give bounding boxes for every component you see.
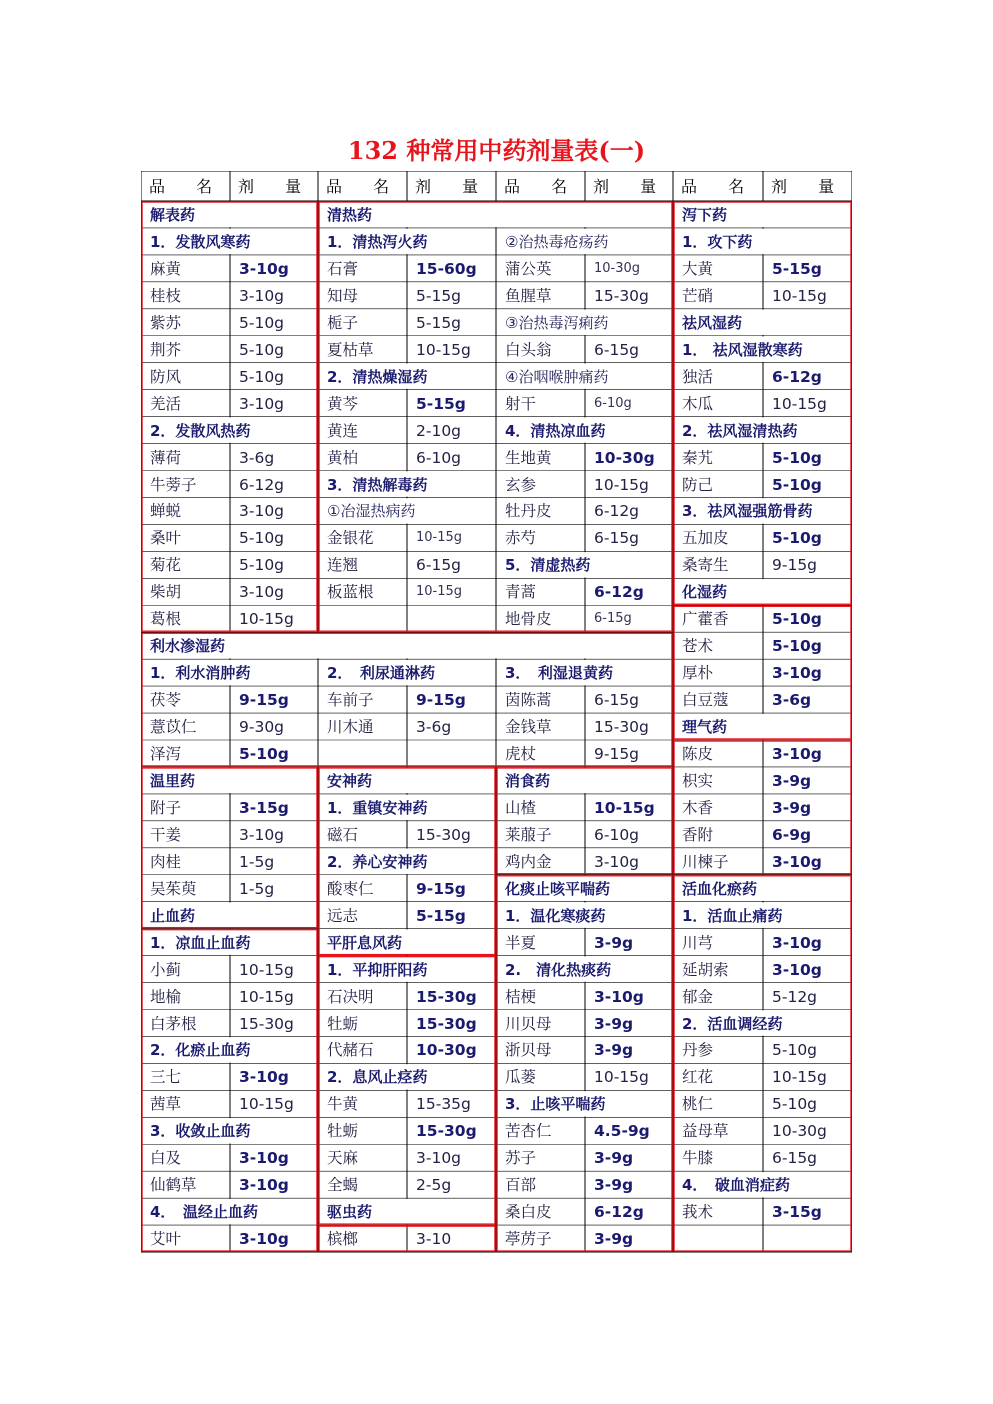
herb-dose: 3-10g [772, 852, 822, 871]
category-label: 4． 温经止血药 [150, 1203, 258, 1222]
herb-dose: 3-10g [239, 583, 285, 602]
category-label: 泻下药 [682, 206, 728, 224]
herb-name: 茯苓 [150, 691, 182, 710]
herb-dose: 3-10g [594, 852, 640, 871]
herb-dose: 15-30g [239, 1014, 294, 1033]
category-label: 3．止咳平喘药 [505, 1095, 606, 1114]
header-name: 品 名 [504, 177, 581, 196]
herb-dose: 15-30g [416, 1122, 477, 1141]
herb-name: 牛黄 [327, 1095, 359, 1114]
herb-name: 牡蛎 [327, 1014, 359, 1033]
category-label: 1．利水消肿药 [150, 664, 251, 683]
herb-dose: 3-9g [594, 1230, 634, 1249]
herb-name: 秦艽 [682, 448, 714, 467]
herb-dose: 6-15g [594, 691, 640, 710]
herb-name: 槟榔 [327, 1230, 359, 1249]
herb-name: 肉桂 [150, 852, 182, 871]
herb-name: 磁石 [327, 825, 359, 844]
category-label: 止血药 [150, 906, 196, 925]
herb-dose: 3-9g [594, 933, 634, 952]
category-label: 1．温化寒痰药 [505, 906, 606, 925]
herb-name: 干姜 [150, 825, 182, 844]
herb-name: 栀子 [327, 313, 359, 332]
category-label: 1．发散风寒药 [150, 232, 251, 251]
herb-dose: 5-10g [239, 367, 285, 386]
category-label: 4．清热凉血药 [505, 421, 606, 440]
herb-dose: 3-10g [239, 1149, 289, 1168]
herb-name: 代赭石 [327, 1041, 374, 1060]
herb-name: 桂枝 [150, 286, 182, 305]
herb-name: 五加皮 [682, 529, 729, 548]
subcategory-label: ③治热毒泻痢药 [505, 313, 609, 332]
herb-name: 独活 [682, 367, 714, 386]
herb-dose: 10-15g [594, 1068, 649, 1087]
herb-dose: 2-10g [416, 421, 462, 440]
herb-dose: 6-12g [594, 583, 644, 602]
herb-dose: 3-10g [239, 286, 285, 305]
herb-name: 青蒿 [505, 583, 537, 602]
herb-dose: 6-15g [594, 529, 640, 548]
herb-name: 桑寄生 [682, 556, 729, 575]
herb-name: 石决明 [327, 987, 374, 1006]
herb-name: 生地黄 [505, 448, 552, 467]
herb-dose: 3-10g [239, 1176, 289, 1195]
herb-name: 附子 [150, 798, 182, 817]
category-label: 2．发散风热药 [150, 421, 251, 440]
category-label: 3．祛风湿强筋骨药 [682, 502, 813, 521]
herb-dose: 10-15g [416, 530, 463, 546]
subcategory-label: ②治热毒疮疡药 [505, 232, 609, 251]
herb-dose: 9-30g [239, 718, 285, 737]
subcategory-label: ④治咽喉肿痛药 [505, 367, 609, 386]
herb-dose: 3-9g [594, 1176, 634, 1195]
herb-dose: 5-10g [239, 340, 285, 359]
herb-name: 厚朴 [682, 664, 714, 683]
herb-dose: 6-10g [416, 448, 462, 467]
herb-name: 薄荷 [150, 448, 182, 467]
herb-name: 菊花 [150, 556, 182, 575]
category-label: 活血化瘀药 [682, 879, 758, 898]
herb-dose: 6-15g [416, 556, 462, 575]
herb-name: 地榆 [150, 987, 182, 1006]
herb-dose: 3-9g [772, 771, 812, 790]
herb-dose: 5-10g [239, 529, 285, 548]
herb-name: 鸡内金 [505, 852, 552, 871]
category-label: 1．平抑肝阳药 [327, 960, 428, 979]
herb-name: 薏苡仁 [150, 718, 197, 737]
category-label: 解表药 [150, 206, 196, 224]
herb-name: 石膏 [327, 259, 359, 278]
category-label: 平肝息风药 [327, 933, 403, 952]
herb-dose: 5-15g [416, 313, 462, 332]
herb-name: 香附 [682, 825, 714, 844]
category-label: 消食药 [505, 771, 551, 790]
herb-name: 牡丹皮 [505, 502, 552, 521]
herb-dose: 6-15g [772, 1149, 818, 1168]
herb-dose: 9-15g [239, 691, 289, 710]
herb-dose: 3-6g [239, 448, 275, 467]
herb-dose: 3-9g [594, 1014, 634, 1033]
herb-name: 玄参 [505, 475, 537, 494]
herb-name: 葶苈子 [505, 1230, 552, 1249]
header-dose: 剂 量 [771, 177, 848, 196]
category-label: 化湿药 [682, 583, 728, 602]
herb-name: 大黄 [682, 259, 714, 278]
herb-name: 知母 [327, 286, 359, 305]
herb-dose: 15-30g [416, 987, 477, 1006]
category-label: 3．清热解毒药 [327, 475, 428, 494]
herb-name: 浙贝母 [505, 1041, 552, 1060]
herb-name: 苏子 [505, 1149, 537, 1168]
herb-name: 紫苏 [150, 313, 182, 332]
header-dose: 剂 量 [593, 177, 670, 196]
herb-dose: 3-6g [416, 718, 452, 737]
herb-dose: 1-5g [239, 852, 275, 871]
herb-name: 黄芩 [327, 394, 359, 413]
herb-name: 延胡索 [682, 960, 729, 979]
herb-name: 夏枯草 [327, 340, 374, 359]
category-label: 2． 利尿通淋药 [327, 664, 435, 683]
herb-dose: 3-10g [594, 987, 644, 1006]
category-label: 化痰止咳平喘药 [505, 879, 611, 898]
herb-dose: 5-15g [416, 394, 466, 413]
herb-name: 鱼腥草 [505, 286, 552, 305]
herb-name: 仙鹤草 [150, 1176, 197, 1195]
category-label: 1．清热泻火药 [327, 232, 428, 251]
herb-name: 白茅根 [150, 1014, 197, 1033]
herb-dose: 5-15g [772, 259, 822, 278]
herb-dose: 3-15g [239, 798, 289, 817]
herb-dose: 5-10g [772, 1041, 818, 1060]
category-label: 2．息风止痉药 [327, 1068, 428, 1087]
herb-name: 半夏 [505, 933, 537, 952]
herb-dose: 5-10g [239, 745, 289, 763]
herb-dose: 3-10g [772, 664, 822, 683]
herb-name: 牛蒡子 [150, 475, 197, 494]
herb-dose: 10-15g [239, 960, 294, 979]
herb-dose: 5-10g [239, 313, 285, 332]
herb-name: 枳实 [682, 771, 714, 790]
category-label: 祛风湿药 [682, 313, 743, 332]
herb-dose: 5-10g [772, 448, 822, 467]
herb-name: 泽泻 [150, 745, 182, 763]
herb-dose: 10-15g [772, 1068, 827, 1087]
herb-name: 桔梗 [505, 987, 537, 1006]
herb-dose: 6-12g [594, 1203, 644, 1222]
herb-name: 柴胡 [150, 583, 182, 602]
herb-dose: 5-10g [772, 529, 822, 548]
herb-dose: 5-10g [772, 610, 822, 629]
herb-name: 防风 [150, 367, 182, 386]
herb-name: 莱菔子 [505, 825, 552, 844]
herb-name: 三七 [150, 1068, 182, 1087]
herb-dose: 10-15g [416, 584, 463, 600]
herb-dose: 10-15g [239, 1095, 294, 1114]
category-label: 2．清热燥湿药 [327, 367, 428, 386]
category-label: 2. 清化热痰药 [505, 960, 612, 979]
herb-dose: 3-10g [772, 933, 822, 952]
herb-dose: 10-15g [772, 394, 827, 413]
herb-name: 川木通 [327, 718, 374, 737]
herb-name: 金银花 [327, 529, 374, 548]
herb-dose: 10-30g [416, 1041, 477, 1060]
category-label: 1． 祛风湿散寒药 [682, 340, 803, 359]
herb-dose: 6-12g [239, 475, 285, 494]
herb-name: 天麻 [327, 1149, 359, 1168]
herb-dose: 6-9g [772, 825, 812, 844]
herb-name: 牛膝 [682, 1149, 714, 1168]
herb-name: 远志 [327, 906, 359, 925]
herb-dose: 5-15g [416, 286, 462, 305]
category-label: 2．祛风湿清热药 [682, 421, 798, 440]
category-label: 1．凉血止血药 [150, 933, 251, 952]
herb-dose: 15-30g [416, 825, 471, 844]
category-label: 理气药 [682, 718, 728, 737]
dosage-table [141, 171, 852, 1263]
herb-dose: 10-15g [239, 987, 294, 1006]
herb-name: 益母草 [682, 1122, 729, 1141]
herb-dose: 6-12g [594, 502, 640, 521]
category-label: 利水渗湿药 [150, 637, 226, 656]
herb-name: 连翘 [327, 556, 359, 575]
herb-name: 蝉蜕 [150, 502, 182, 521]
herb-name: 白及 [150, 1149, 182, 1168]
category-label: 1．活血止痛药 [682, 906, 783, 925]
herb-name: 陈皮 [682, 745, 714, 763]
herb-dose: 3-10g [239, 1068, 289, 1087]
herb-name: 黄连 [327, 421, 359, 440]
herb-dose: 10-15g [416, 340, 471, 359]
header-dose: 剂 量 [238, 177, 315, 196]
category-label: 驱虫药 [327, 1203, 373, 1222]
page-title: 132 种常用中药剂量表(一) [347, 136, 646, 165]
herb-name: 川芎 [682, 933, 714, 952]
herb-dose: 9-15g [594, 745, 640, 763]
category-label: 2．活血调经药 [682, 1014, 783, 1033]
herb-dose: 10-30g [594, 260, 641, 276]
herb-name: 茵陈蒿 [505, 691, 552, 710]
herb-name: 吴茱萸 [150, 879, 197, 898]
header-name: 品 名 [326, 177, 403, 196]
herb-name: 木瓜 [682, 394, 714, 413]
herb-dose: 3-9g [772, 798, 812, 817]
herb-name: 苍术 [682, 637, 714, 656]
herb-name: 川楝子 [682, 852, 729, 871]
herb-name: 射干 [505, 394, 537, 413]
herb-dose: 15-35g [416, 1095, 471, 1114]
herb-name: 蒲公英 [505, 259, 552, 278]
herb-name: 桑白皮 [505, 1203, 552, 1222]
herb-name: 芒硝 [682, 286, 714, 305]
herb-dose: 5-15g [416, 906, 466, 925]
subcategory-label: ①冶湿热病药 [327, 502, 416, 521]
herb-dose: 3-10g [239, 1230, 289, 1249]
header-name: 品 名 [681, 177, 758, 196]
category-label: 1．重镇安神药 [327, 798, 428, 817]
category-label: 3． 利湿退黄药 [505, 664, 613, 683]
herb-name: 山楂 [505, 798, 537, 817]
herb-dose: 3-10g [239, 502, 285, 521]
category-label: 4． 破血消症药 [682, 1176, 790, 1195]
herb-dose: 3-10g [416, 1149, 462, 1168]
herb-name: 丹参 [682, 1041, 714, 1060]
herb-name: 虎杖 [505, 745, 537, 763]
herb-dose: 3-10 [416, 1230, 452, 1249]
herb-dose: 3-10g [772, 745, 822, 763]
category-label: 1．攻下药 [682, 232, 753, 251]
herb-name: 瓜蒌 [505, 1068, 537, 1087]
herb-dose: 5-12g [772, 987, 818, 1006]
herb-name: 金钱草 [505, 718, 552, 737]
herb-name: 桃仁 [682, 1095, 714, 1114]
herb-name: 苦杏仁 [505, 1122, 552, 1141]
category-label: 2．化瘀止血药 [150, 1041, 251, 1060]
herb-name: 酸枣仁 [327, 879, 374, 898]
herb-dose: 3-15g [772, 1203, 822, 1222]
herb-dose: 6-12g [772, 367, 822, 386]
herb-name: 百部 [505, 1176, 537, 1195]
herb-name: 艾叶 [150, 1230, 182, 1249]
herb-dose: 10-15g [594, 475, 649, 494]
herb-name: 桑叶 [150, 529, 182, 548]
header-dose: 剂 量 [415, 177, 492, 196]
herb-dose: 10-30g [772, 1122, 827, 1141]
herb-dose: 15-30g [416, 1014, 477, 1033]
herb-dose: 10-15g [772, 286, 827, 305]
herb-dose: 1-5g [239, 879, 275, 898]
herb-dose: 6-15g [594, 340, 640, 359]
herb-name: 黄柏 [327, 448, 359, 467]
herb-name: 木香 [682, 798, 714, 817]
herb-name: 车前子 [327, 691, 374, 710]
herb-dose: 5-10g [772, 637, 822, 656]
herb-name: 地骨皮 [505, 610, 552, 629]
herb-dose: 6-15g [594, 611, 632, 627]
herb-name: 板蓝根 [327, 583, 374, 602]
herb-name: 白豆蔻 [682, 691, 729, 710]
herb-dose: 10-15g [239, 610, 294, 629]
category-label: 3．收敛止血药 [150, 1122, 251, 1141]
herb-name: 红花 [682, 1068, 714, 1087]
herb-dose: 4.5-9g [594, 1122, 650, 1141]
herb-name: 白头翁 [505, 340, 552, 359]
category-label: 温里药 [150, 771, 196, 790]
category-label: 安神药 [327, 771, 373, 790]
category-label: 5．清虚热药 [505, 556, 591, 575]
herb-dose: 5-10g [239, 556, 285, 575]
herb-name: 羌活 [150, 394, 182, 413]
herb-dose: 3-10g [239, 825, 285, 844]
herb-name: 全蝎 [327, 1176, 359, 1195]
herb-dose: 10-15g [594, 798, 655, 817]
herb-dose: 3-10g [239, 259, 289, 278]
herb-name: 荆芥 [150, 340, 182, 359]
herb-name: 防己 [682, 475, 714, 494]
herb-dose: 5-10g [772, 475, 822, 494]
herb-name: 牡蛎 [327, 1122, 359, 1141]
herb-name: 小蓟 [150, 960, 182, 979]
herb-name: 莪术 [682, 1203, 714, 1222]
herb-dose: 9-15g [416, 691, 466, 710]
herb-dose: 3-10g [239, 394, 285, 413]
herb-name: 葛根 [150, 610, 182, 629]
herb-dose: 3-9g [594, 1041, 634, 1060]
herb-dose: 3-10g [772, 960, 822, 979]
herb-dose: 3-9g [594, 1149, 634, 1168]
herb-name: 郁金 [682, 987, 714, 1006]
herb-dose: 6-10g [594, 825, 640, 844]
herb-dose: 10-30g [594, 448, 655, 467]
herb-dose: 9-15g [772, 556, 818, 575]
herb-name: 川贝母 [505, 1014, 552, 1033]
herb-dose: 5-10g [772, 1095, 818, 1114]
category-label: 清热药 [327, 206, 373, 224]
herb-dose: 15-30g [594, 286, 649, 305]
herb-name: 茜草 [150, 1095, 182, 1114]
category-label: 2．养心安神药 [327, 852, 428, 871]
herb-dose: 15-30g [594, 718, 649, 737]
header-name: 品 名 [149, 177, 226, 196]
herb-dose: 15-60g [416, 259, 477, 278]
herb-dose: 3-6g [772, 691, 812, 710]
herb-name: 麻黄 [150, 259, 182, 278]
herb-name: 赤芍 [505, 529, 537, 548]
herb-dose: 6-10g [594, 395, 632, 411]
herb-dose: 2-5g [416, 1176, 452, 1195]
herb-name: 广藿香 [682, 610, 729, 629]
herb-dose: 9-15g [416, 879, 466, 898]
